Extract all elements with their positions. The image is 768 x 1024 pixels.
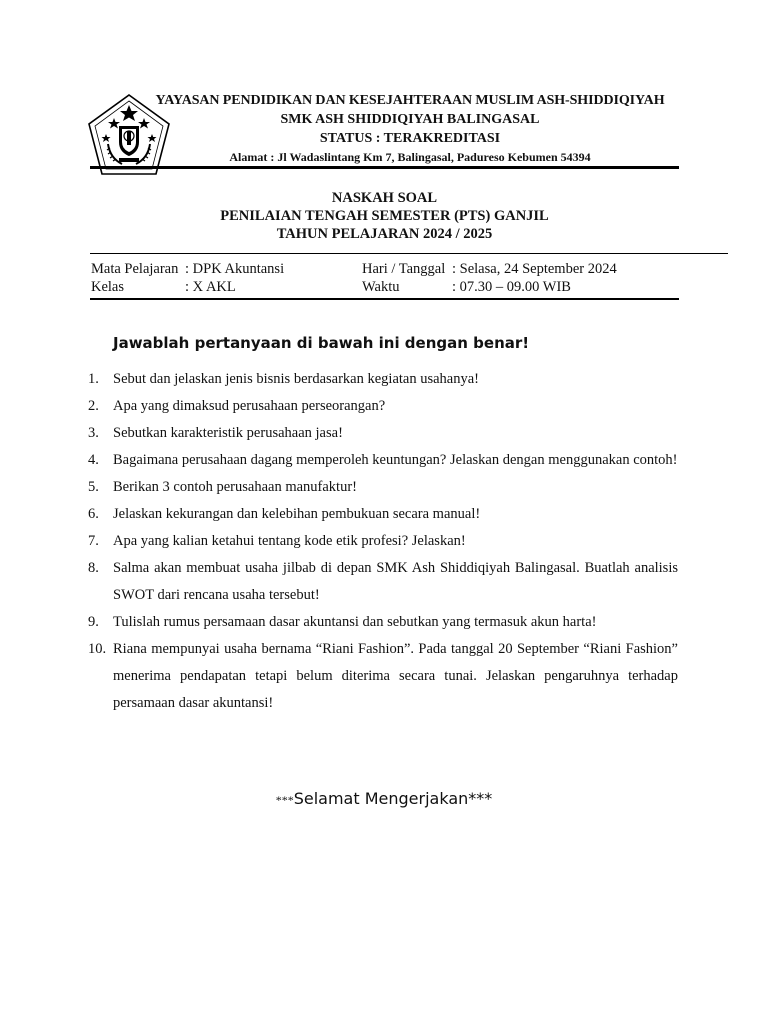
question-number: 1. bbox=[88, 371, 99, 387]
question-item bbox=[88, 501, 678, 528]
question-number: 4. bbox=[88, 452, 99, 468]
exam-name: PENILAIAN TENGAH SEMESTER (PTS) GANJIL bbox=[220, 208, 549, 224]
question-number: 6. bbox=[88, 506, 99, 522]
school-address: Alamat : Jl Wadaslintang Km 7, Balingasal, Padureso Kebumen 54394 bbox=[229, 150, 591, 164]
school-name: SMK ASH SHIDDIQIYAH BALINGASAL bbox=[280, 112, 540, 127]
question-number: 2. bbox=[88, 398, 99, 414]
question-item bbox=[88, 420, 678, 447]
time-label: Waktu bbox=[362, 279, 400, 295]
subject-label: Mata Pelajaran bbox=[91, 261, 179, 277]
time-value: : 07.30 – 09.00 WIB bbox=[452, 279, 571, 295]
question-number: 8. bbox=[88, 560, 99, 576]
question-text: Apa yang dimaksud perusahaan perseorangan? bbox=[113, 398, 386, 414]
instruction-text: Jawablah pertanyaan di bawah ini dengan benar! bbox=[113, 334, 530, 352]
closing-text: Selamat Mengerjakan*** bbox=[293, 789, 493, 808]
question-item bbox=[88, 528, 678, 555]
subject-value: : DPK Akuntansi bbox=[185, 261, 285, 277]
question-number: 10. bbox=[88, 641, 107, 657]
question-text: Jelaskan kekurangan dan kelebihan pembukuan secara manual! bbox=[113, 506, 481, 522]
class-label: Kelas bbox=[91, 279, 125, 295]
date-value: : Selasa, 24 September 2024 bbox=[452, 261, 617, 277]
letterhead-divider bbox=[90, 166, 679, 169]
date-label: Hari / Tanggal bbox=[362, 261, 446, 277]
question-item bbox=[88, 555, 678, 609]
question-text: Bagaimana perusahaan dagang memperoleh keuntungan? Jelaskan dengan menggunakan contoh! bbox=[113, 452, 678, 468]
academic-year: TAHUN PELAJARAN 2024 / 2025 bbox=[276, 226, 493, 242]
question-item bbox=[88, 636, 678, 717]
question-number: 7. bbox=[88, 533, 99, 549]
question-text: Riana mempunyai usaha bernama “Riani Fashion”. Pada tanggal 20 September “Riani Fashion” menerima pendapatan tetapi belum diterima secara tunai. Jelaskan pengaruhnya terhadap persamaan dasar akuntansi! bbox=[113, 641, 678, 711]
closing-stars: *** bbox=[275, 793, 294, 807]
question-text: Sebutkan karakteristik perusahaan jasa! bbox=[113, 425, 343, 441]
info-divider bbox=[90, 298, 679, 300]
closing-message bbox=[0, 789, 768, 808]
question-text: Sebut dan jelaskan jenis bisnis berdasarkan kegiatan usahanya! bbox=[113, 371, 480, 387]
question-item bbox=[88, 393, 678, 420]
question-item bbox=[88, 366, 678, 393]
question-text: Apa yang kalian ketahui tentang kode etik profesi? Jelaskan! bbox=[113, 533, 466, 549]
question-item bbox=[88, 474, 678, 501]
question-text: Salma akan membuat usaha jilbab di depan SMK Ash Shiddiqiyah Balingasal. Buatlah analisis SWOT dari rencana usaha tersebut! bbox=[113, 560, 678, 603]
question-item bbox=[88, 609, 678, 636]
title-divider bbox=[90, 253, 728, 254]
accreditation-status: STATUS : TERAKREDITASI bbox=[319, 131, 501, 146]
document-title: NASKAH SOAL bbox=[331, 190, 438, 206]
question-number: 5. bbox=[88, 479, 99, 495]
question-text: Tulislah rumus persamaan dasar akuntansi dan sebutkan yang termasuk akun harta! bbox=[113, 614, 597, 630]
question-number: 9. bbox=[88, 614, 99, 630]
foundation-name: YAYASAN PENDIDIKAN DAN KESEJAHTERAAN MUSLIM ASH-SHIDDIQIYAH bbox=[155, 93, 665, 108]
class-value: : X AKL bbox=[185, 279, 236, 295]
question-item bbox=[88, 447, 678, 474]
question-list bbox=[88, 366, 678, 717]
question-text: Berikan 3 contoh perusahaan manufaktur! bbox=[113, 479, 357, 495]
question-number: 3. bbox=[88, 425, 99, 441]
